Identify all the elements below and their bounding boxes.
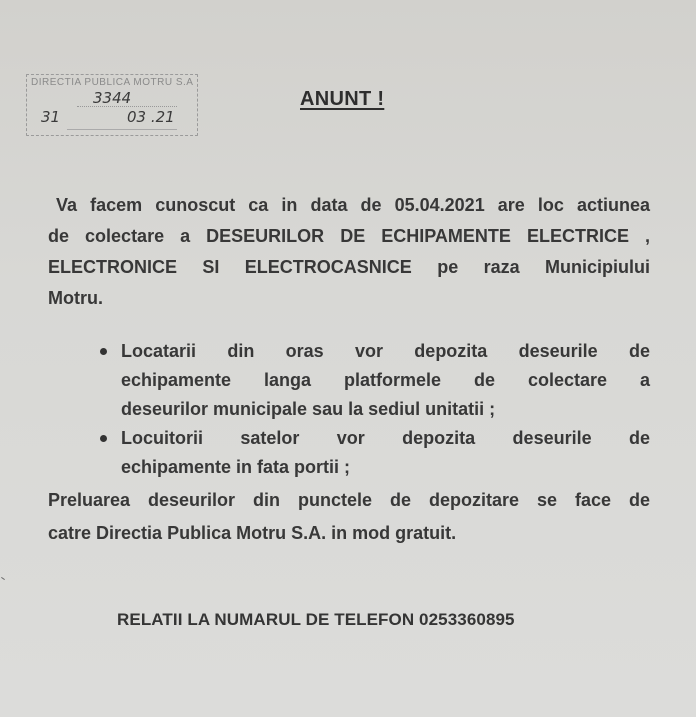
- bullet-icon: [100, 435, 107, 442]
- paragraph-line: Va facem cunoscut ca in data de 05.04.2021 are loc actiunea: [56, 195, 650, 215]
- stamp-date-day: 31: [41, 108, 61, 126]
- closing-line: Preluarea deseurilor din punctele de depozitare se face de: [48, 490, 650, 510]
- bullet-icon: [100, 348, 107, 355]
- announcement-paragraph: [48, 190, 650, 314]
- list-item-line: Locatarii din oras vor depozita deseurile de: [121, 341, 650, 361]
- paragraph-line: ELECTRONICE SI ELECTROCASNICE pe raza Municipiului: [48, 257, 650, 277]
- list-item-line: echipamente in fata portii ;: [121, 457, 351, 477]
- closing-line: catre Directia Publica Motru S.A. in mod gratuit.: [48, 523, 457, 543]
- stamp-divider: [67, 129, 177, 130]
- paragraph-line: Motru.: [48, 288, 103, 308]
- stamp-divider: [77, 106, 177, 107]
- stamp-date-month-year: 03 .21: [127, 108, 175, 126]
- stamp-registration-number: 3344: [93, 89, 132, 107]
- list-item: [96, 337, 650, 424]
- list-item-line: deseurilor municipale sau la sediul unitatii ;: [121, 399, 496, 419]
- paper-mark: [1, 577, 5, 580]
- paragraph-line: de colectare a DESEURILOR DE ECHIPAMENTE ELECTRICE ,: [48, 226, 650, 246]
- registration-stamp: [26, 74, 198, 136]
- page-title: ANUNT !: [300, 88, 385, 110]
- list-item-line: echipamente langa platformele de colectare a: [121, 370, 650, 390]
- stamp-header: DIRECTIA PUBLICA MOTRU S.A: [31, 77, 194, 88]
- list-item-line: Locuitorii satelor vor depozita deseurile de: [121, 428, 650, 448]
- closing-paragraph: [48, 484, 650, 550]
- list-item: [96, 424, 650, 482]
- instructions-list: [96, 337, 650, 482]
- contact-phone-line: RELATII LA NUMARUL DE TELEFON 0253360895: [117, 610, 515, 629]
